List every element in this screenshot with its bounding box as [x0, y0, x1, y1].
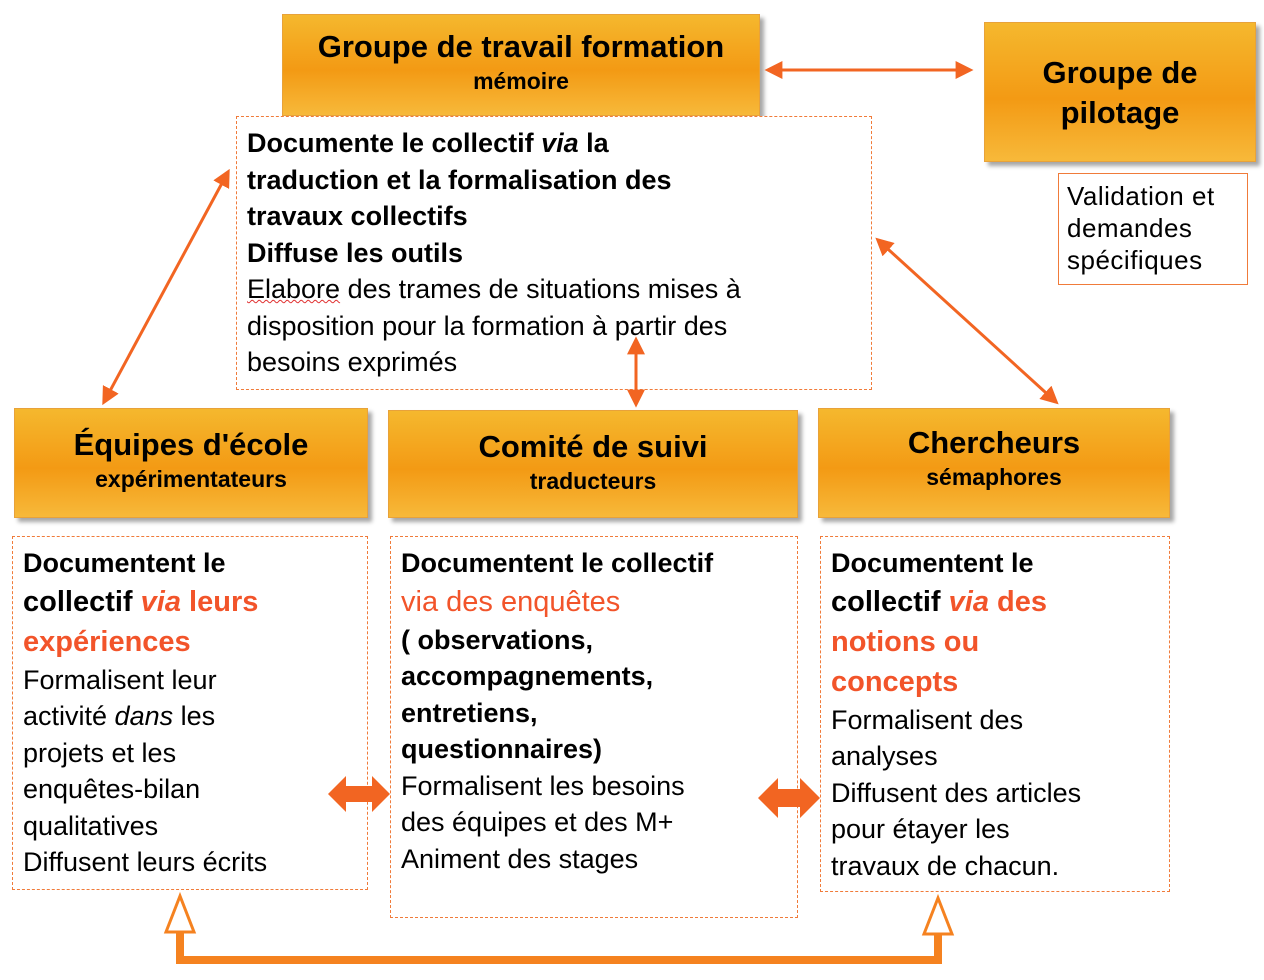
memoire-desc-line5b: des trames de situations mises à — [340, 274, 741, 304]
memoire-desc-line1a: Documente le collectif — [247, 128, 542, 158]
equipes-desc-l6: projets et les — [23, 737, 177, 768]
comite-subtitle: traducteurs — [529, 468, 657, 494]
double-arrow-icon — [104, 172, 228, 402]
groupe-pilotage-title-line1: Groupe de — [1042, 55, 1198, 90]
chercheurs-subtitle: sémaphores — [926, 464, 1062, 490]
validation-line2: demandes — [1067, 213, 1193, 243]
memoire-desc-via: via — [541, 128, 579, 158]
hollow-arrowhead-left-icon — [166, 896, 194, 932]
chercheurs-desc-des: des — [988, 585, 1048, 618]
hollow-arrowhead-right-icon — [924, 898, 952, 934]
equipes-desc-l3: expériences — [23, 625, 191, 658]
equipes-desc-collectif: collectif — [23, 585, 141, 618]
comite-desc-l8: des équipes et des M+ — [401, 807, 674, 837]
validation-line3: spécifiques — [1067, 245, 1203, 275]
thick-double-arrow-icon — [758, 778, 820, 818]
memoire-desc-line1c: la — [578, 128, 609, 158]
memoire-desc-line7: besoins exprimés — [247, 347, 458, 377]
comite-desc-l4: accompagnements, — [401, 661, 654, 691]
equipes-title: Équipes d'école — [73, 427, 309, 462]
memoire-desc-line6: disposition pour la formation à partir des — [247, 310, 728, 341]
chercheurs-desc-via: via — [948, 585, 989, 618]
comite-desc-l2: via des enquêtes — [401, 585, 621, 618]
bracket-arrow-icon — [180, 930, 938, 960]
equipes-desc-l1: Documentent le — [23, 548, 226, 578]
equipes-desc-activite: activité — [23, 701, 115, 731]
comite-desc-l3: ( observations, — [401, 624, 594, 655]
comite-desc-l7: Formalisent les besoins — [401, 770, 685, 801]
equipes-desc-l4: Formalisent leur — [23, 664, 217, 695]
equipes-desc-via: via — [140, 585, 181, 618]
chercheurs-desc-l1: Documentent le — [831, 548, 1034, 578]
comite-desc-l1: Documentent le collectif — [401, 548, 714, 578]
chercheurs-desc-l3: notions ou — [831, 625, 980, 658]
equipes-desc-leurs: leurs — [180, 585, 259, 618]
double-arrow-icon — [878, 240, 1056, 402]
equipes-desc-dans: dans — [114, 701, 174, 731]
comite-desc-l5: entretiens, — [401, 697, 538, 728]
chercheurs-desc-l5: Formalisent des — [831, 704, 1024, 735]
memoire-desc-line4: Diffuse les outils — [247, 237, 464, 268]
chercheurs-desc-l7: Diffusent des articles — [831, 777, 1082, 808]
memoire-desc-line2: traduction et la formalisation des — [247, 164, 672, 195]
equipes-desc-l7: enquêtes-bilan — [23, 774, 201, 804]
equipes-desc-l8: qualitatives — [23, 810, 159, 841]
chercheurs-desc-collectif: collectif — [831, 585, 949, 618]
equipes-desc-l9: Diffusent leurs écrits — [23, 847, 268, 877]
memoire-desc-line3: travaux collectifs — [247, 201, 468, 231]
comite-desc-l6: questionnaires) — [401, 734, 603, 764]
comite-title: Comité de suivi — [478, 429, 708, 464]
memoire-desc-elabore: Elabore — [247, 274, 341, 304]
chercheurs-desc-l4: concepts — [831, 665, 959, 698]
thick-double-arrow-icon — [328, 776, 390, 812]
groupe-travail-subtitle: mémoire — [473, 68, 569, 94]
equipes-desc-les: les — [173, 701, 216, 731]
equipes-subtitle: expérimentateurs — [95, 466, 287, 492]
validation-line1: Validation et — [1067, 181, 1215, 211]
chercheurs-desc-l6: analyses — [831, 741, 938, 771]
groupe-pilotage-title-line2: pilotage — [1060, 95, 1180, 130]
groupe-travail-title: Groupe de travail formation — [317, 29, 725, 64]
comite-desc-l9: Animent des stages — [401, 843, 639, 874]
chercheurs-title: Chercheurs — [907, 425, 1081, 460]
chercheurs-desc-l8: pour étayer les — [831, 814, 1010, 844]
chercheurs-desc-l9: travaux de chacun. — [831, 850, 1060, 881]
